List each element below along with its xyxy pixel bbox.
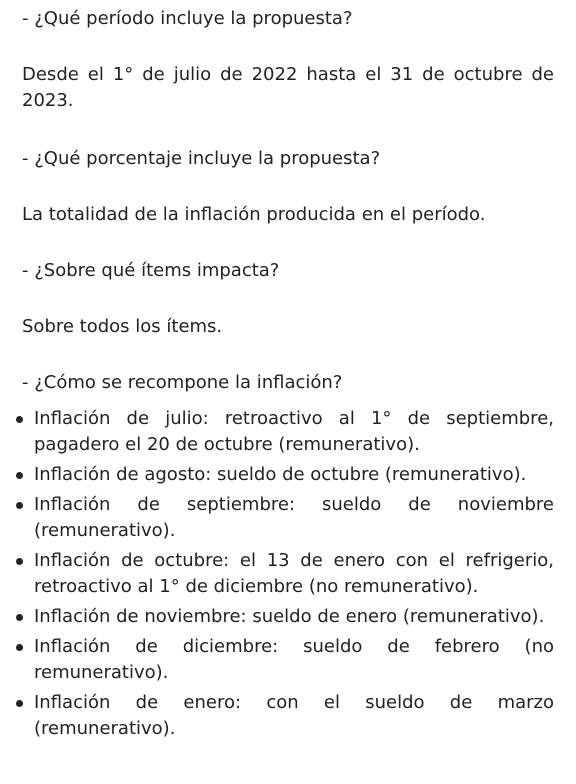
bullet-icon <box>16 472 23 479</box>
bullet-icon <box>16 700 23 707</box>
list-item-text: Inflación de julio: retroactivo al 1° de septiembre, pagadero el 20 de octubre (remunerativo). <box>34 408 554 455</box>
bullet-icon <box>16 614 23 621</box>
list-item <box>16 406 554 458</box>
list-item <box>16 690 554 742</box>
list-item-text: Inflación de agosto: sueldo de octubre (remunerativo). <box>34 464 527 485</box>
question-recomposition: - ¿Cómo se recompone la inflación? <box>22 372 343 393</box>
question-percentage: - ¿Qué porcentaje incluye la propuesta? <box>22 148 381 169</box>
bullet-icon <box>16 502 23 509</box>
bullet-icon <box>16 416 23 423</box>
question-period: - ¿Qué período incluye la propuesta? <box>22 8 353 29</box>
list-item <box>16 604 554 630</box>
answer-items: Sobre todos los ítems. <box>22 316 223 337</box>
bullet-icon <box>16 558 23 565</box>
list-item-text: Inflación de septiembre: sueldo de noviembre (remunerativo). <box>34 494 554 541</box>
list-item-text: Inflación de octubre: el 13 de enero con el refrigerio, retroactivo al 1° de diciembre (no remunerativo). <box>34 550 554 597</box>
bullet-icon <box>16 644 23 651</box>
list-item <box>16 634 554 686</box>
list-item-text: Inflación de enero: con el sueldo de marzo (remunerativo). <box>34 692 554 739</box>
inflation-schedule-list <box>16 406 554 746</box>
list-item-text: Inflación de diciembre: sueldo de febrero (no remunerativo). <box>34 636 554 683</box>
question-items: - ¿Sobre qué ítems impacta? <box>22 260 280 281</box>
list-item <box>16 492 554 544</box>
list-item-text: Inflación de noviembre: sueldo de enero (remunerativo). <box>34 606 545 627</box>
answer-percentage: La totalidad de la inflación producida en el período. <box>22 204 486 225</box>
list-item <box>16 548 554 600</box>
list-item <box>16 462 554 488</box>
answer-period: Desde el 1° de julio de 2022 hasta el 31 de octubre de 2023. <box>22 64 554 111</box>
